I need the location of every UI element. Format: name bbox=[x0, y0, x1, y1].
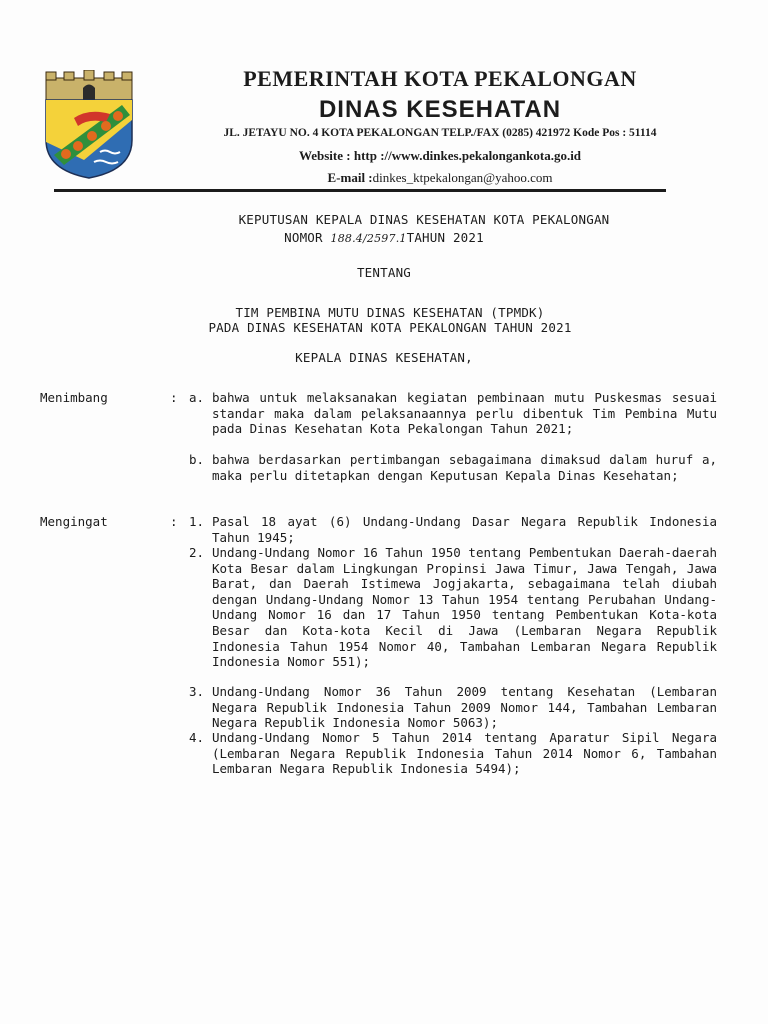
decree-number bbox=[0, 230, 768, 245]
decree-number-suffix: TAHUN 2021 bbox=[406, 230, 484, 245]
mengingat-item-text: Undang-Undang Nomor 36 Tahun 2009 tentang Kesehatan (Lembaran Negara Republik Indonesia Tahun 2009 Nomor 144, Tambahan Lembaran Negara Republik Indonesia Nomor 5063); bbox=[212, 684, 717, 731]
mengingat-item-marker: 4. bbox=[188, 730, 204, 745]
decree-about: TENTANG bbox=[356, 265, 412, 280]
government-name: PEMERINTAH KOTA PEKALONGAN bbox=[243, 66, 637, 91]
decree-number-prefix: NOMOR bbox=[284, 230, 323, 245]
decree-subject-line2: PADA DINAS KESEHATAN KOTA PEKALONGAN TAHUN 2021 bbox=[208, 320, 572, 335]
decree-title: KEPUTUSAN KEPALA DINAS KESEHATAN KOTA PEKALONGAN bbox=[238, 212, 610, 227]
email-label: E-mail : bbox=[327, 170, 373, 185]
mengingat-colon: : bbox=[170, 514, 178, 529]
mengingat-item-text: Undang-Undang Nomor 16 Tahun 1950 tentang Pembentukan Daerah-daerah Kota Besar dalam Lingkungan Propinsi Jawa Timur, Jawa Tengah, Jawa Barat, dan Daerah Istimewa Jogjakarta, sebagaimana telah diubah dengan Undang-Undang Nomor 13 Tahun 1954 tentang Perubahan Undang-Undang Nomor 16 dan 17 Tahun 1950 tentang Pembentukan Kota-kota Besar dan Kota-kota Kecil di Jawa (Lembaran Negara Republik Indonesia Tahun 1954 Nomor 40, Tambahan Lembaran Negara Republik Indonesia Nomor 551); bbox=[212, 545, 717, 670]
department-name: DINAS KESEHATAN bbox=[318, 96, 562, 123]
menimbang-item-marker: a. bbox=[188, 390, 204, 405]
mengingat-item-marker: 1. bbox=[188, 514, 204, 529]
decree-number-handwritten: 188.4/2597.1 bbox=[330, 232, 407, 245]
menimbang-item-text: bahwa berdasarkan pertimbangan sebagaimana dimaksud dalam huruf a, maka perlu ditetapkan dengan Keputusan Kepala Dinas Kesehatan; bbox=[212, 452, 717, 483]
menimbang-item-text: bahwa untuk melaksanakan kegiatan pembinaan mutu Puskesmas sesuai standar maka dalam pelaksanaannya perlu dibentuk Tim Pembina Mutu pada Dinas Kesehatan Kota Pekalongan Tahun 2021; bbox=[212, 390, 717, 437]
letterhead-divider bbox=[54, 189, 666, 192]
address-line: JL. JETAYU NO. 4 KOTA PEKALONGAN TELP./FAX (0285) 421972 Kode Pos : 51114 bbox=[223, 127, 657, 139]
mengingat-item-marker: 2. bbox=[188, 545, 204, 560]
email-line bbox=[135, 170, 745, 186]
mengingat-label: Mengingat bbox=[40, 514, 108, 529]
city-coat-of-arms-icon bbox=[44, 70, 134, 180]
decree-subject-line1: TIM PEMBINA MUTU DINAS KESEHATAN (TPMDK) bbox=[235, 305, 545, 320]
mengingat-item-marker: 3. bbox=[188, 684, 204, 699]
website-line: Website : http ://www.dinkes.pekalongankota.go.id bbox=[298, 148, 582, 163]
mengingat-item-text: Undang-Undang Nomor 5 Tahun 2014 tentang Aparatur Sipil Negara (Lembaran Negara Republik Indonesia Tahun 2014 Nomor 6, Tambahan Lembaran Negara Republik Indonesia 5494); bbox=[212, 730, 717, 777]
mengingat-item-text: Pasal 18 ayat (6) Undang-Undang Dasar Negara Republik Indonesia Tahun 1945; bbox=[212, 514, 717, 545]
menimbang-label: Menimbang bbox=[40, 390, 108, 405]
menimbang-colon: : bbox=[170, 390, 178, 405]
decree-official: KEPALA DINAS KESEHATAN, bbox=[295, 350, 473, 365]
menimbang-item-marker: b. bbox=[188, 452, 204, 467]
email-address: dinkes_ktpekalongan@yahoo.com bbox=[372, 170, 553, 185]
